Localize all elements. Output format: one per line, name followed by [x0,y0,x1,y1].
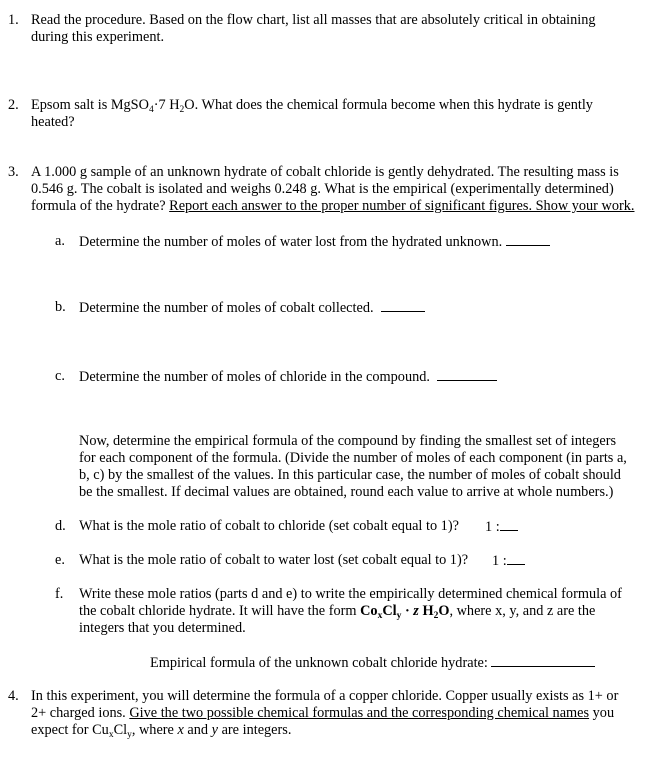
subquestion-label: d. [55,518,66,534]
answer-blank[interactable] [500,518,518,531]
question-text: 2+ charged ions. Give the two possible chemical formulas and the corresponding chemical names you [31,705,615,721]
subquestion-text: Write these mole ratios (parts d and e) to write the empirically determined chemical formula of [79,586,622,602]
instruction-paragraph: be the smallest. If decimal values are obtained, round each value to arrive at whole numbers.) [79,484,614,500]
hydrate-formula: $Co_xCl_y \cdot z$ $H_2O$ [360,603,450,621]
question-text: Epsom salt is MgSO$_4$·7 $H_2O$. What does the chemical formula become when this hydrate is gently [31,97,593,115]
answer-blank[interactable] [506,233,550,246]
subquestion-text: Determine the number of moles of water lost from the hydrated unknown. [79,233,550,251]
ratio-answer: 1 : [492,552,525,570]
subquestion-text: integers that you determined. [79,620,246,636]
subquestion-label: e. [55,552,65,568]
answer-blank[interactable] [437,368,497,381]
question-text: during this experiment. [31,29,165,45]
empirical-formula-prompt: Empirical formula of the unknown cobalt chloride hydrate: [150,654,595,672]
subquestion-text: Determine the number of moles of cobalt collected. [79,299,425,317]
question-number: 3. [8,164,19,180]
ratio-answer: 1 : [485,518,518,536]
question-text: Read the procedure. Based on the flow chart, list all masses that are absolutely critical in obtaining [31,12,596,28]
question-text: formula of the hydrate? Report each answer to the proper number of significant figures. Show your work. [31,198,635,214]
answer-blank[interactable] [507,552,525,565]
question-text: In this experiment, you will determine the formula of a copper chloride. Copper usually exists as 1+ or [31,688,619,704]
subquestion-text: the cobalt chloride hydrate. It will have the form $Co_xCl_y \cdot z$ $H_2O$, where x, y, and z are the [79,603,596,621]
subquestion-text: What is the mole ratio of cobalt to water lost (set cobalt equal to 1)? [79,552,469,568]
instruction-paragraph: b, c) by the smallest of the values. In this particular case, the number of moles of cobalt should [79,467,621,483]
question-number: 1. [8,12,19,28]
question-text: expect for $Cu_xCl_y$, where x and y are integers. [31,722,292,740]
subquestion-label: b. [55,299,66,315]
question-text: A 1.000 g sample of an unknown hydrate of cobalt chloride is gently dehydrated. The resulting mass is [31,164,619,180]
subquestion-label: a. [55,233,65,249]
question-text: 0.546 g. The cobalt is isolated and weighs 0.248 g. What is the empirical (experimentally determined) [31,181,614,197]
subquestion-text: Determine the number of moles of chloride in the compound. [79,368,497,386]
question-number: 2. [8,97,19,113]
instruction-underlined: Report each answer to the proper number of significant figures. Show your work. [169,198,635,214]
answer-blank[interactable] [491,654,595,667]
instruction-underlined: Give the two possible chemical formulas and the corresponding chemical names [129,705,590,721]
answer-blank[interactable] [381,299,425,312]
subquestion-text: What is the mole ratio of cobalt to chloride (set cobalt equal to 1)? [79,518,459,534]
instruction-paragraph: for each component of the formula. (Divide the number of moles of each component (in parts a, [79,450,627,466]
subquestion-label: f. [55,586,64,602]
subquestion-label: c. [55,368,65,384]
question-text: heated? [31,114,75,130]
instruction-paragraph: Now, determine the empirical formula of the compound by finding the smallest set of integers [79,433,617,449]
question-number: 4. [8,688,19,704]
